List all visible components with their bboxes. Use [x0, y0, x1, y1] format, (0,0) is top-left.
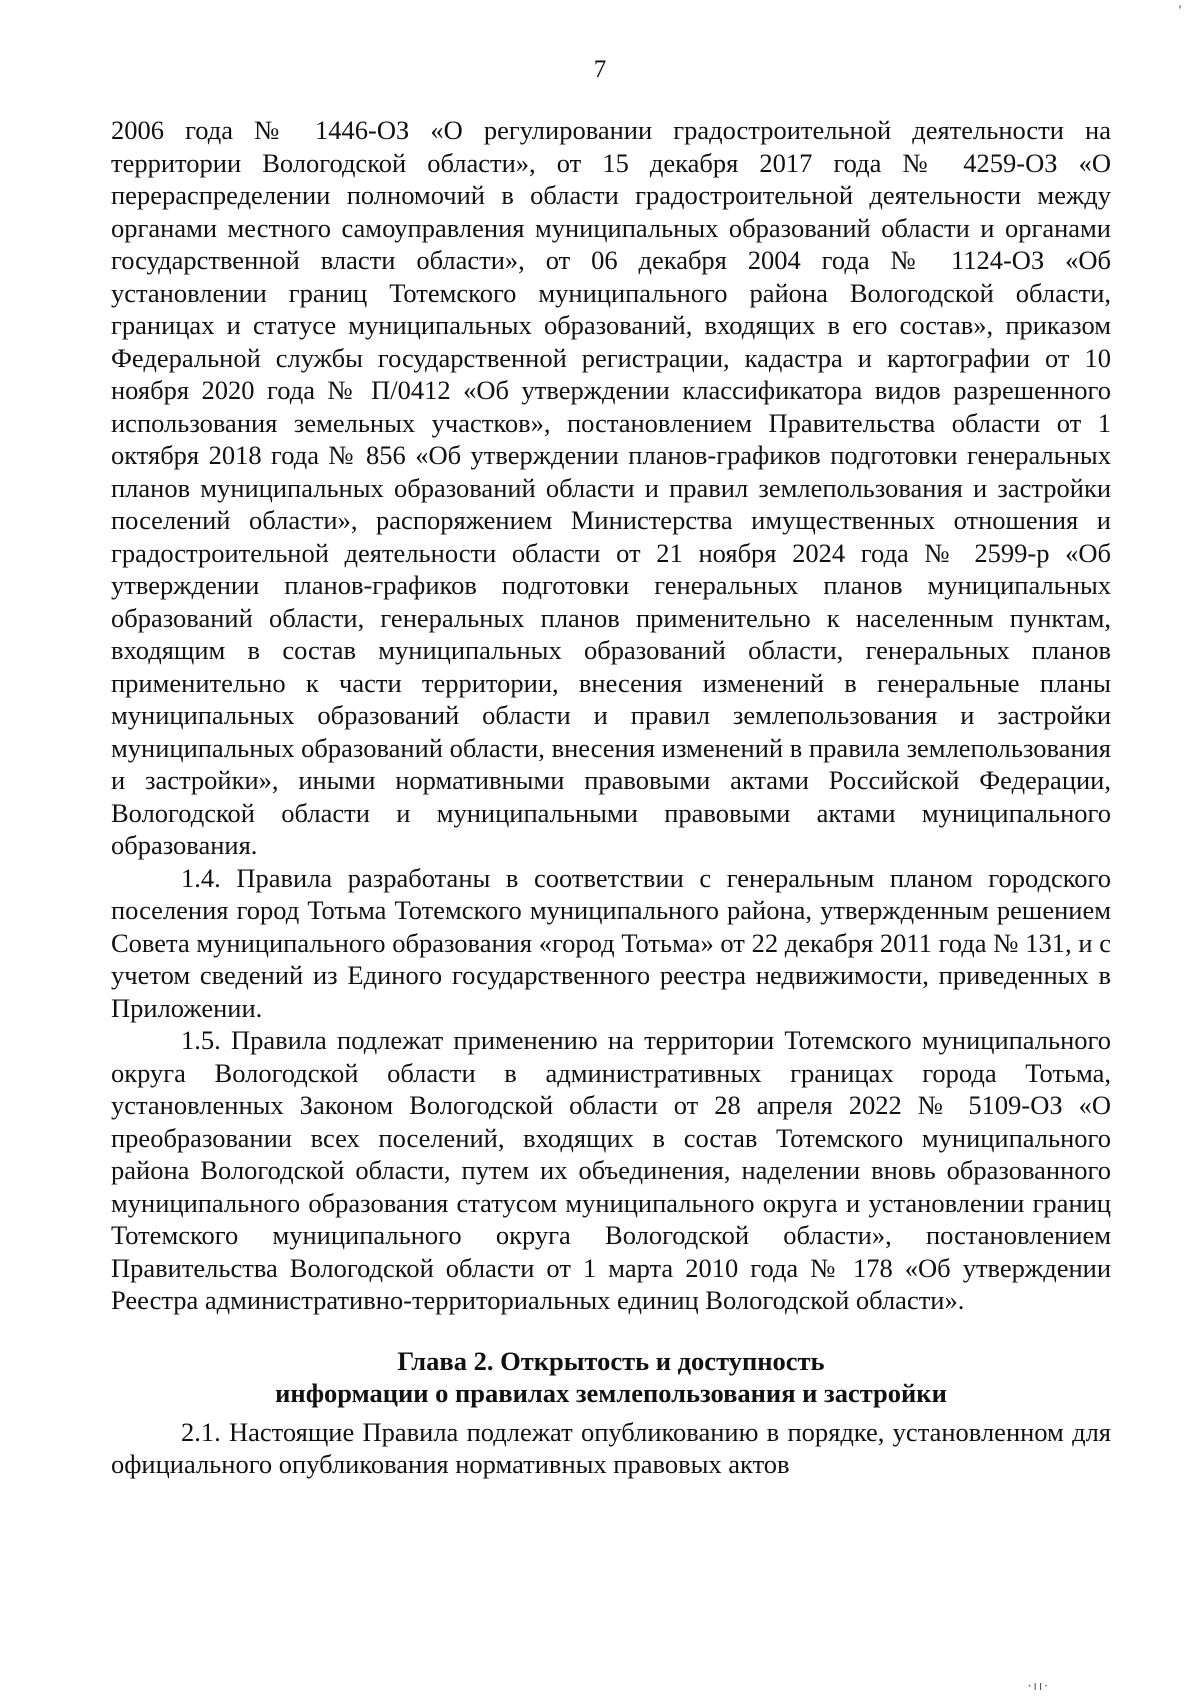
scan-edge-mark: , [1178, 0, 1182, 10]
page-number: 7 [593, 56, 607, 83]
chapter-heading-line-1: Глава 2. Открытость и доступность [397, 1345, 825, 1376]
document-body [111, 114, 1111, 1481]
chapter-heading [111, 1345, 1111, 1410]
paragraph-2-1: 2.1. Настоящие Правила подлежат опубликованию в порядке, установленном для официального опубликования нормативных правовых актов [111, 1416, 1111, 1479]
chapter-heading-line-2: информации о правилах землепользования и застройки [275, 1378, 947, 1408]
paragraph-continued: 2006 года № 1446-ОЗ «О регулировании градостроительной деятельности на территории Вологодской области», от 15 декабря 2017 года № 4259-ОЗ «О перераспределении полномочий в области градостроительной деятельности между органами местного самоуправления муниципальных образований области и органами государственной власти области», от 06 декабря 2004 года № 1124-ОЗ «Об установлении границ Тотемского муниципального района Вологодской области, границах и статусе муниципальных образований, входящих в его состав», приказом Федеральной службы государственной регистрации, кадастра и картографии от 10 ноября 2020 года № П/0412 «Об утверждении классификатора видов разрешенного использования земельных участков», постановлением Правительства области от 1 октября 2018 года № 856 «Об утверждении планов-графиков подготовки генеральных планов муниципальных образований области и правил землепользования и застройки поселений области», распоряжением Министерства имущественных отношения и градостроительной деятельности области от 21 ноября 2024 года № 2599-р «Об утверждении планов-графиков подготовки генеральных планов муниципальных образований области, генеральных планов применительно к населенным пунктам, входящим в состав муниципальных образований области, генеральных планов применительно к части территории, внесения изменений в генеральные планы муниципальных образований области и правил землепользования и застройки муниципальных образований области, внесения изменений в правила землепользования и застройки», иными нормативными правовыми актами Российской Федерации, Вологодской области и муниципальными правовыми актами муниципального образования. [111, 115, 1111, 860]
paragraph-1-5: 1.5. Правила подлежат применению на территории Тотемского муниципального округа Вологодской области в административных границах города Тотьма, установленных Законом Вологодской области от 28 апреля 2022 № 5109-ОЗ «О преобразовании всех поселений, входящих в состав Тотемского муниципального района Вологодской области, путем их объединения, наделении вновь образованного муниципального образования статусом муниципального округа и установлении границ Тотемского муниципального округа Вологодской области», постановлением Правительства Вологодской области от 1 марта 2010 года № 178 «Об утверждении Реестра административно-территориальных единиц Вологодской области». [111, 1025, 1111, 1315]
scan-edge-mark: ·ıı· [1027, 1679, 1050, 1693]
paragraph-1-4: 1.4. Правила разработаны в соответствии с генеральным планом городского поселения город Тотьма Тотемского муниципального района, утвержденным решением Совета муниципального образования «город Тотьма» от 22 декабря 2011 года № 131, и с учетом сведений из Единого государственного реестра недвижимости, приведенных в Приложении. [111, 862, 1111, 1023]
